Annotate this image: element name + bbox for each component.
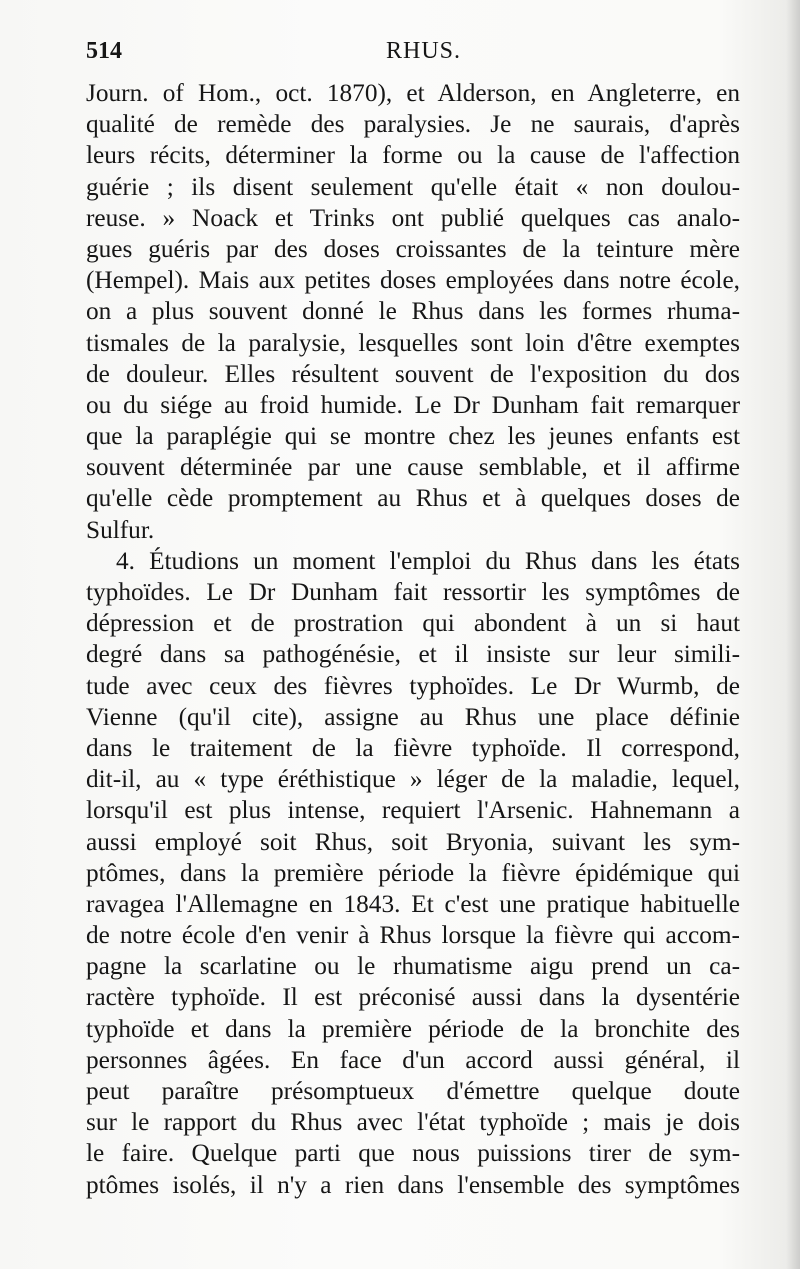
page-header xyxy=(86,38,738,72)
text-line: guérie ; ils disent seulement qu'elle était « non doulou- xyxy=(86,172,740,201)
text-line: sur le rapport du Rhus avec l'état typhoïde ; mais je dois xyxy=(86,1108,740,1137)
text-line: peut paraître présomptueux d'émettre quelque doute xyxy=(86,1077,740,1105)
text-line: que la paraplégie qui se montre chez les jeunes enfants est xyxy=(86,422,740,451)
text-line: tude avec ceux des fièvres typhoïdes. Le Dr Wurmb, de xyxy=(86,671,740,700)
text-line: personnes âgées. En face d'un accord aussi général, il xyxy=(86,1045,740,1074)
text-line: qu'elle cède promptement au Rhus et à quelques doses de xyxy=(86,484,740,513)
text-line: lorsqu'il est plus intense, requiert l'Arsenic. Hahnemann a xyxy=(86,796,740,825)
running-title: RHUS. xyxy=(386,38,462,64)
text-line: Sulfur. xyxy=(86,515,155,544)
text-line: Vienne (qu'il cite), assigne au Rhus une place définie xyxy=(86,702,740,731)
text-line: ou du siége au froid humide. Le Dr Dunham fait remarquer xyxy=(86,390,740,419)
body-text xyxy=(86,78,740,1201)
text-line: souvent déterminée par une cause semblable, et il affirme xyxy=(86,453,740,482)
text-line: Journ. of Hom., oct. 1870), et Alderson, en Angleterre, en xyxy=(86,79,740,107)
text-line: dépression et de prostration qui abondent à un si haut xyxy=(86,609,740,638)
text-line: ptômes, dans la première période la fièvre épidémique qui xyxy=(86,858,740,887)
text-line: ravagea l'Allemagne en 1843. Et c'est une pratique habituelle xyxy=(86,889,740,918)
text-line: 4. Étudions un moment l'emploi du Rhus dans les états xyxy=(116,546,740,575)
text-line: leurs récits, déterminer la forme ou la cause de l'affection xyxy=(86,141,740,170)
page-number: 514 xyxy=(86,38,122,64)
text-line: dit-il, au « type éréthistique » léger de la maladie, lequel, xyxy=(86,765,740,794)
text-line: qualité de remède des paralysies. Je ne saurais, d'après xyxy=(86,110,740,139)
text-line: de notre école d'en venir à Rhus lorsque la fièvre qui accom- xyxy=(86,921,740,950)
text-line: le faire. Quelque parti que nous puissions tirer de sym- xyxy=(86,1139,740,1168)
text-line: ractère typhoïde. Il est préconisé aussi dans la dysentérie xyxy=(86,983,740,1012)
text-line: (Hempel). Mais aux petites doses employées dans notre école, xyxy=(86,266,740,295)
text-line: tismales de la paralysie, lesquelles sont loin d'être exemptes xyxy=(86,328,740,357)
text-line: typhoïdes. Le Dr Dunham fait ressortir les symptômes de xyxy=(86,578,740,606)
text-line: pagne la scarlatine ou le rhumatisme aigu prend un ca- xyxy=(86,952,740,981)
text-line: on a plus souvent donné le Rhus dans les formes rhuma- xyxy=(86,297,740,326)
text-line: aussi employé soit Rhus, soit Bryonia, suivant les sym- xyxy=(86,827,740,856)
text-line: degré dans sa pathogénésie, et il insiste sur leur simili- xyxy=(86,640,740,669)
page-edge-shadow xyxy=(786,0,800,1269)
text-line: gues guéris par des doses croissantes de la teinture mère xyxy=(86,234,740,263)
text-line: typhoïde et dans la première période de la bronchite des xyxy=(86,1014,740,1043)
text-line: dans le traitement de la fièvre typhoïde. Il correspond, xyxy=(86,733,740,762)
text-line: reuse. » Noack et Trinks ont publié quelques cas analo- xyxy=(86,203,740,232)
text-line: de douleur. Elles résultent souvent de l'exposition du dos xyxy=(86,359,740,388)
text-line: ptômes isolés, il n'y a rien dans l'ensemble des symptômes xyxy=(86,1170,740,1199)
